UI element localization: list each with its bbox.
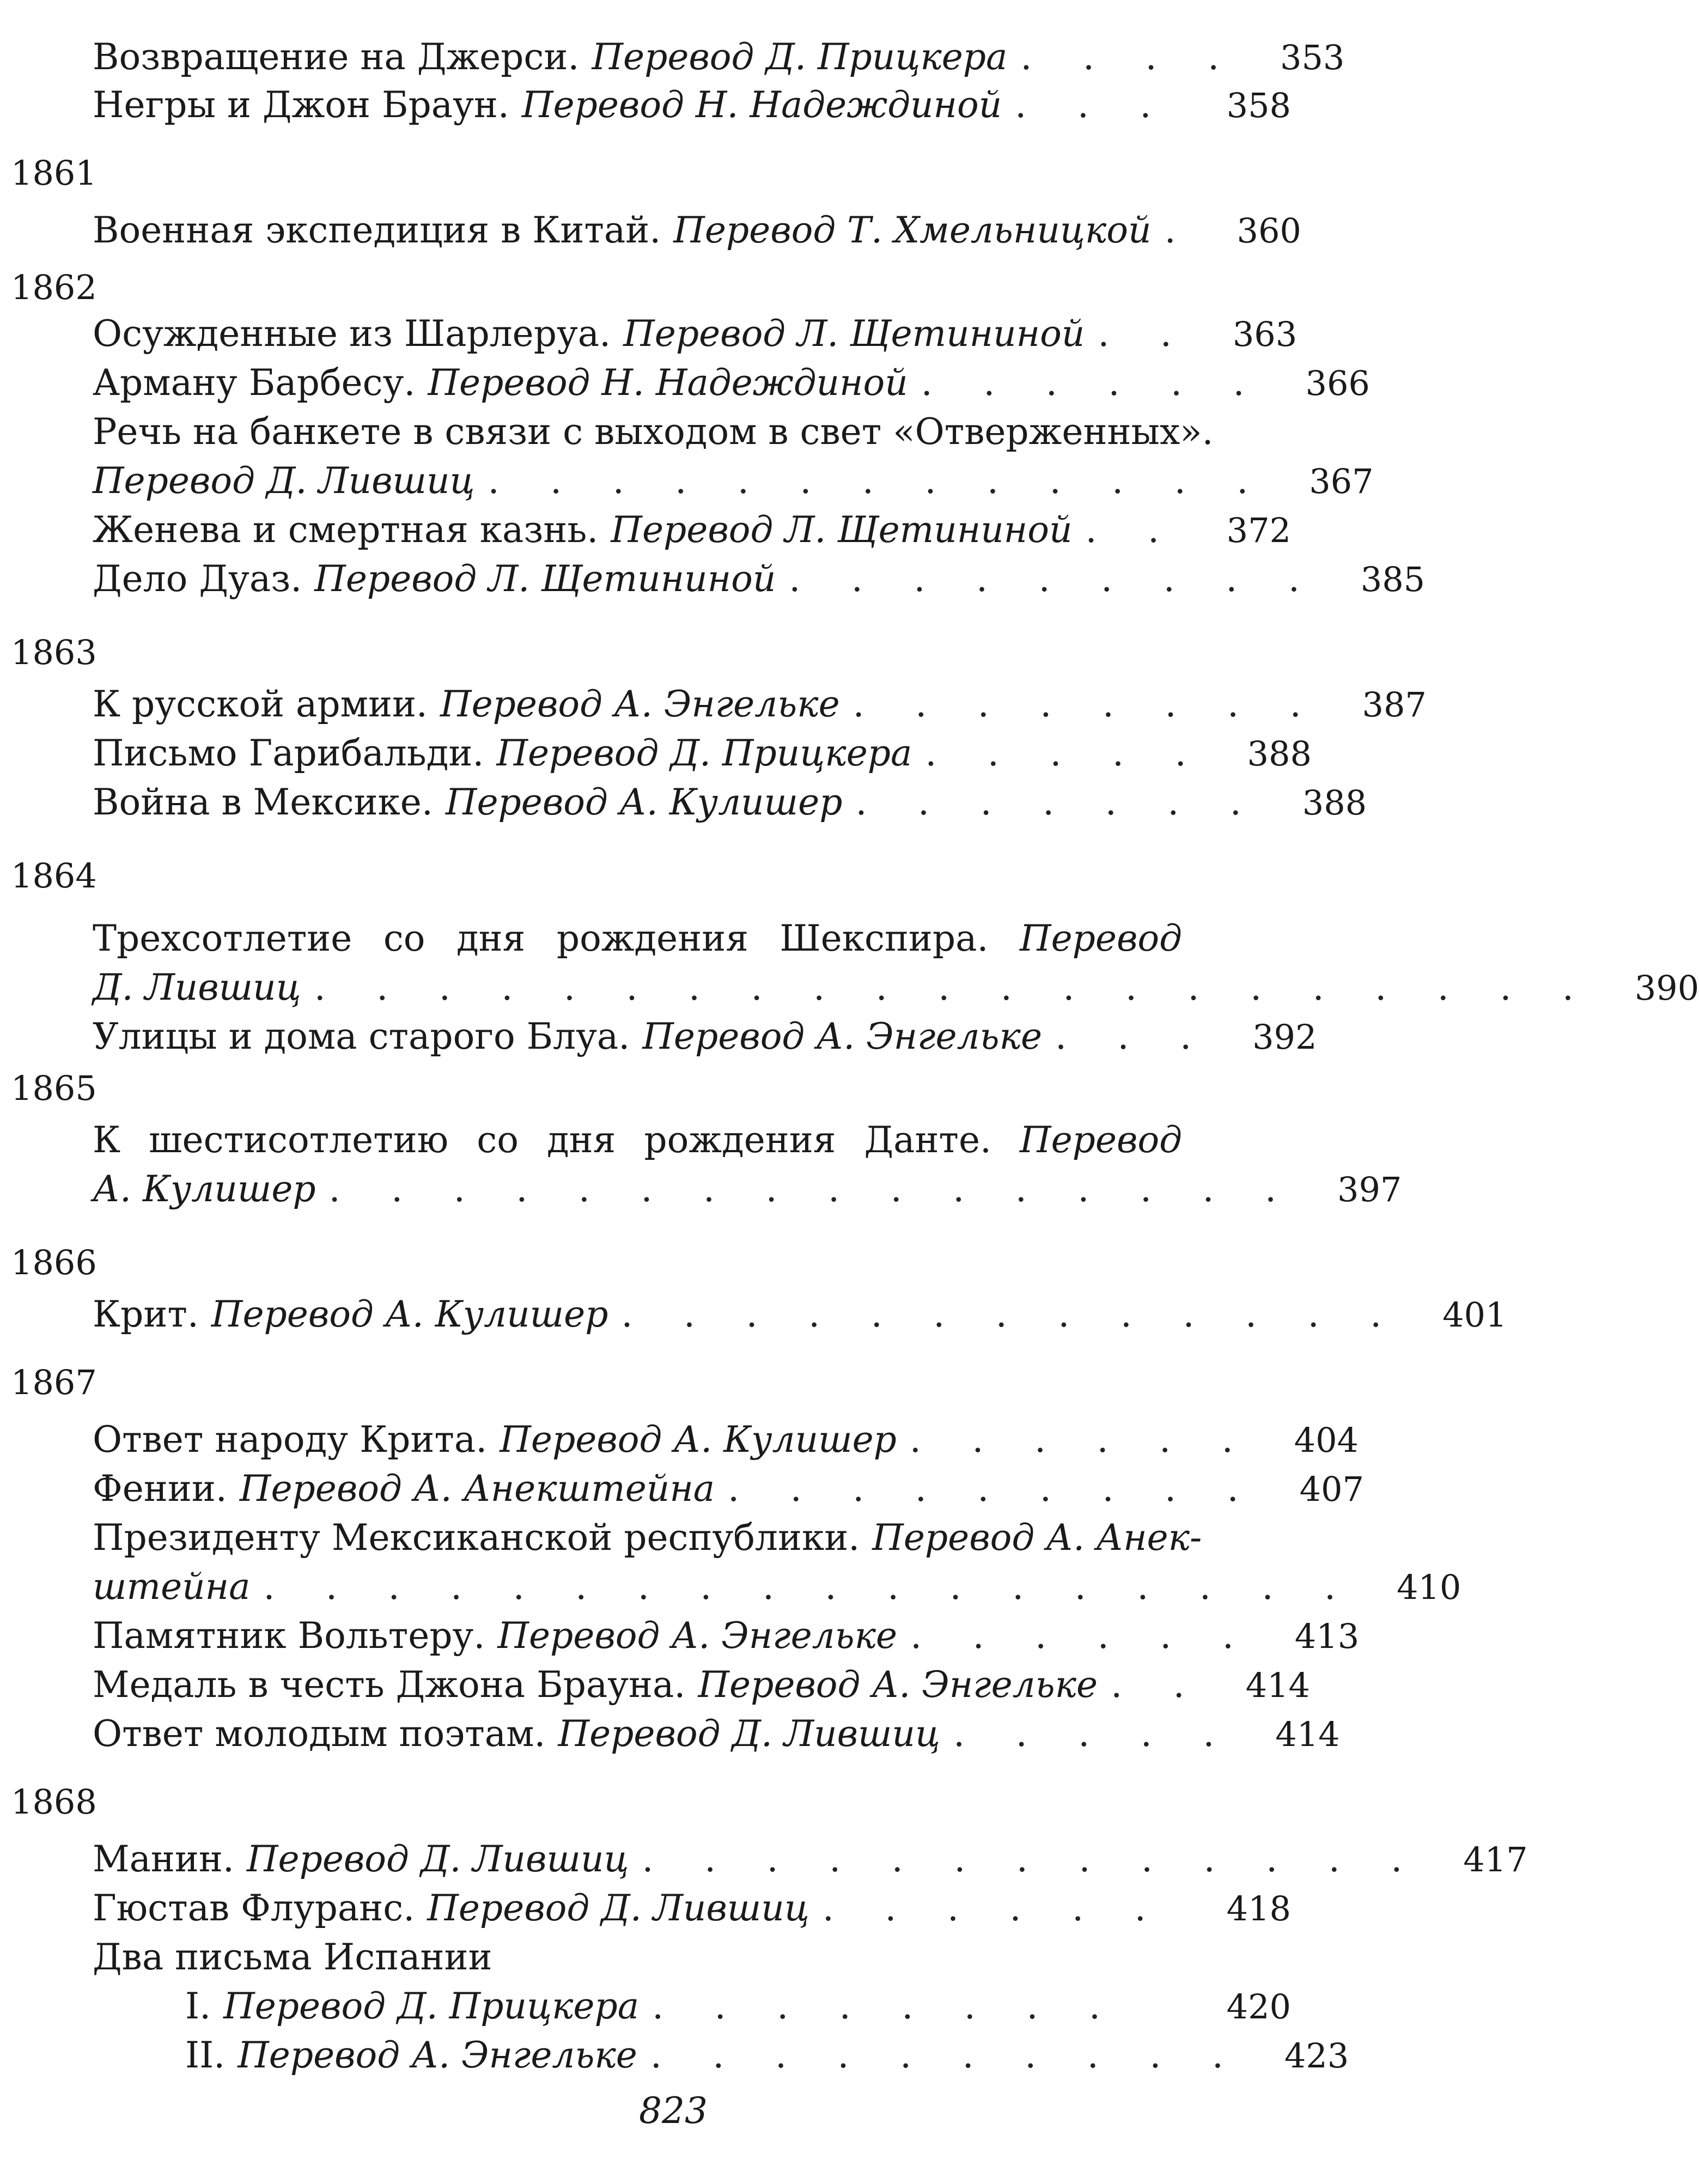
toc-entry <box>93 1660 1310 1710</box>
toc-entry <box>93 778 1367 827</box>
page-number: 388 <box>1302 783 1367 823</box>
entry-translator: Перевод Л. Щетининой <box>611 509 1073 551</box>
toc-entry <box>93 1710 1340 1759</box>
entry-title-word: со <box>477 1119 519 1161</box>
page-number: 407 <box>1299 1469 1364 1509</box>
page-number: 366 <box>1305 363 1370 403</box>
entry-title: Дело Дуаз. <box>93 558 302 600</box>
page-number: 423 <box>1284 2036 1349 2076</box>
folio-page-number: 823 <box>639 2090 708 2132</box>
entry-translator: Перевод А. Энгельке <box>238 2034 637 2076</box>
toc-entry <box>93 555 1426 604</box>
year-heading: 1865 <box>11 1068 97 1108</box>
entry-translator: Перевод Д. Прицкера <box>496 732 912 774</box>
toc-entry <box>93 506 1291 555</box>
toc-entry <box>185 1982 1291 2031</box>
page-number: 414 <box>1245 1665 1310 1705</box>
toc-entry <box>93 309 1298 358</box>
toc-entry <box>93 1611 1360 1660</box>
entry-translator: Перевод Д. Лившиц <box>558 1713 941 1755</box>
toc-entry <box>93 1835 1528 1884</box>
entry-title-word: со <box>383 917 425 959</box>
entry-translator: Перевод А. Энгельке <box>698 1664 1098 1706</box>
entry-translator: Перевод Л. Щетининой <box>623 313 1085 355</box>
entry-title-word: К <box>93 1119 121 1161</box>
page-number: 388 <box>1247 734 1312 774</box>
entry-title: Военная экспедиция в Китай. <box>93 209 661 251</box>
toc-entry-title-line <box>93 407 1291 457</box>
toc-entry <box>93 457 1374 506</box>
entry-title: Фении. <box>93 1468 227 1510</box>
leader-dots: . <box>1164 209 1196 251</box>
page-number: 353 <box>1280 38 1345 77</box>
leader-dots: . . . . <box>1020 36 1239 78</box>
leader-dots: . . . . . <box>925 732 1206 774</box>
leader-dots: . . . <box>1015 84 1171 126</box>
toc-entry <box>93 358 1370 407</box>
entry-title: Медаль в честь Джона Брауна. <box>93 1664 686 1706</box>
toc-entry <box>93 1012 1317 1061</box>
entry-title-word: дня <box>547 1119 616 1161</box>
leader-dots: . . . . . <box>953 1713 1234 1755</box>
toc-entry <box>93 1562 1461 1611</box>
entry-title-word: рождения <box>556 917 748 959</box>
page-number: 410 <box>1396 1567 1461 1607</box>
toc-entry-group-title <box>93 1933 1291 1982</box>
entry-translator: Перевод Д. Прицкера <box>592 36 1008 78</box>
entry-title: Улицы и дома старого Блуа. <box>93 1015 630 1057</box>
page-number: 390 <box>1634 968 1699 1008</box>
toc-entry <box>93 33 1345 82</box>
entry-title: Письмо Гарибальди. <box>93 732 484 774</box>
page-number: 367 <box>1309 461 1374 501</box>
page-number: 360 <box>1237 211 1301 251</box>
year-heading: 1862 <box>11 267 97 307</box>
entry-translator: Перевод А. Энгельке <box>642 1015 1042 1057</box>
page-number: 397 <box>1337 1170 1402 1209</box>
year-heading: 1867 <box>11 1362 97 1402</box>
toc-entry <box>93 1415 1359 1464</box>
toc-entry <box>93 206 1301 255</box>
leader-dots: . . <box>1111 1664 1204 1706</box>
entry-translator: Перевод Д. Лившиц <box>93 460 475 502</box>
year-heading: 1861 <box>11 153 97 193</box>
entry-title-word: Трехсотлетие <box>93 917 352 959</box>
entry-translator: Перевод Н. Надеждиной <box>522 84 1002 126</box>
leader-dots: . . . . . . . . . <box>728 1468 1258 1510</box>
entry-translator: Перевод Л. Щетининой <box>314 558 776 600</box>
leader-dots: . . . . . . . . <box>852 683 1321 725</box>
entry-translator: Перевод Д. Прицкера <box>223 1985 640 2027</box>
entry-translator: Перевод А. Анекштейна <box>239 1468 715 1510</box>
toc-entry <box>93 963 1699 1012</box>
leader-dots: . . . . . . . . . . <box>650 2034 1244 2076</box>
toc-entry <box>93 1290 1507 1339</box>
entry-title: II. <box>185 2034 226 2076</box>
leader-dots: . . . <box>1055 1015 1211 1057</box>
entry-title: Крит. <box>93 1293 199 1335</box>
entry-translator-prefix: Перевод <box>1020 917 1182 959</box>
entry-translator: А. Кулишер <box>93 1168 316 1210</box>
leader-dots: . . . . . . . . . . . . . . . . <box>328 1168 1296 1210</box>
entry-translator: Перевод А. Кулишер <box>445 781 843 823</box>
entry-translator: Д. Лившиц <box>93 966 301 1008</box>
entry-title: Речь на банкете в связи с выходом в свет «Отверженных». <box>93 411 1214 453</box>
entry-title-word: дня <box>456 917 526 959</box>
leader-dots: . . . . . . . <box>855 781 1262 823</box>
leader-dots: . . . . . . . . . . . . . . . . . . . . . <box>314 966 1594 1008</box>
entry-translator: Перевод А. Кулишер <box>500 1419 897 1461</box>
entry-title: Война в Мексике. <box>93 781 433 823</box>
leader-dots: . . <box>1085 509 1179 551</box>
leader-dots: . . . . . . . . <box>652 1985 1121 2027</box>
entry-title: Ответ молодым поэтам. <box>93 1713 546 1755</box>
toc-entry-title-line <box>93 1513 1291 1562</box>
page-number: 418 <box>1226 1889 1291 1929</box>
entry-title: Два письма Испании <box>93 1936 492 1978</box>
entry-title: Ответ народу Крита. <box>93 1419 488 1461</box>
page-number: 385 <box>1360 559 1426 599</box>
entry-translator: Перевод Д. Лившиц <box>246 1838 629 1880</box>
toc-entry <box>93 1464 1364 1513</box>
entry-title-word: шестисотлетию <box>149 1119 449 1161</box>
page-number: 401 <box>1442 1295 1507 1335</box>
page-number: 358 <box>1226 86 1291 125</box>
leader-dots: . . . . . . . . . . . . . <box>642 1838 1422 1880</box>
page-number: 417 <box>1463 1840 1528 1879</box>
entry-translator: Перевод Н. Надеждиной <box>428 362 908 404</box>
entry-translator: Перевод Т. Хмельницкой <box>673 209 1152 251</box>
entry-title-word: Шекспира. <box>780 917 989 959</box>
page-number: 420 <box>1226 1987 1291 2027</box>
leader-dots: . . . . . . <box>822 1887 1166 1929</box>
toc-entry <box>93 680 1427 729</box>
entry-title: Арману Барбесу. <box>93 362 416 404</box>
year-heading: 1864 <box>11 856 97 896</box>
page-number: 392 <box>1252 1017 1317 1057</box>
entry-title: Манин. <box>93 1838 234 1880</box>
entry-title: Осужденные из Шарлеруа. <box>93 313 611 355</box>
entry-translator: штейна <box>93 1566 251 1608</box>
toc-entry <box>93 729 1312 778</box>
entry-title-word: рождения <box>644 1119 836 1161</box>
entry-title: Президенту Мексиканской республики. <box>93 1517 860 1559</box>
page-number: 372 <box>1226 510 1291 550</box>
toc-entry <box>93 1884 1291 1933</box>
leader-dots: . . . . . . . . . . . . . <box>488 460 1268 502</box>
toc-entry <box>93 1165 1402 1214</box>
entry-translator: Перевод А. Энгельке <box>440 683 840 725</box>
page-number: 363 <box>1232 314 1298 354</box>
leader-dots: . . . . . . <box>921 362 1264 404</box>
page-number: 387 <box>1362 685 1427 725</box>
toc-entry-title-line <box>93 1116 1182 1165</box>
entry-translator-prefix: Перевод <box>1020 1119 1182 1161</box>
leader-dots: . . . . . . <box>910 1615 1254 1657</box>
entry-title: Негры и Джон Браун. <box>93 84 509 126</box>
entry-title-word: Данте. <box>864 1119 991 1161</box>
year-heading: 1866 <box>11 1243 97 1282</box>
toc-entry-title-line <box>93 914 1182 963</box>
toc-entry <box>93 81 1291 130</box>
leader-dots: . . . . . . . . . . . . . <box>621 1293 1402 1335</box>
leader-dots: . . <box>1098 313 1192 355</box>
year-heading: 1863 <box>11 632 97 672</box>
entry-title: К русской армии. <box>93 683 428 725</box>
entry-title: Возвращение на Джерси. <box>93 36 580 78</box>
toc-entry <box>185 2031 1349 2080</box>
entry-title: Памятник Вольтеру. <box>93 1615 485 1657</box>
leader-dots: . . . . . . . . . . . . . . . . . . <box>263 1566 1356 1608</box>
leader-dots: . . . . . . . . . <box>789 558 1320 600</box>
page-number: 414 <box>1275 1714 1340 1754</box>
leader-dots: . . . . . . <box>909 1419 1253 1461</box>
entry-translator: Перевод А. Анек- <box>872 1517 1202 1559</box>
entry-translator: Перевод Д. Лившиц <box>427 1887 809 1929</box>
page-number: 404 <box>1294 1420 1359 1460</box>
entry-translator: Перевод А. Энгельке <box>497 1615 898 1657</box>
page-number: 413 <box>1294 1616 1360 1656</box>
entry-title: Женева и смертная казнь. <box>93 509 599 551</box>
year-heading: 1868 <box>11 1782 97 1822</box>
entry-title: I. <box>185 1985 211 2027</box>
entry-title: Гюстав Флуранс. <box>93 1887 415 1929</box>
entry-translator: Перевод А. Кулишер <box>211 1293 608 1335</box>
